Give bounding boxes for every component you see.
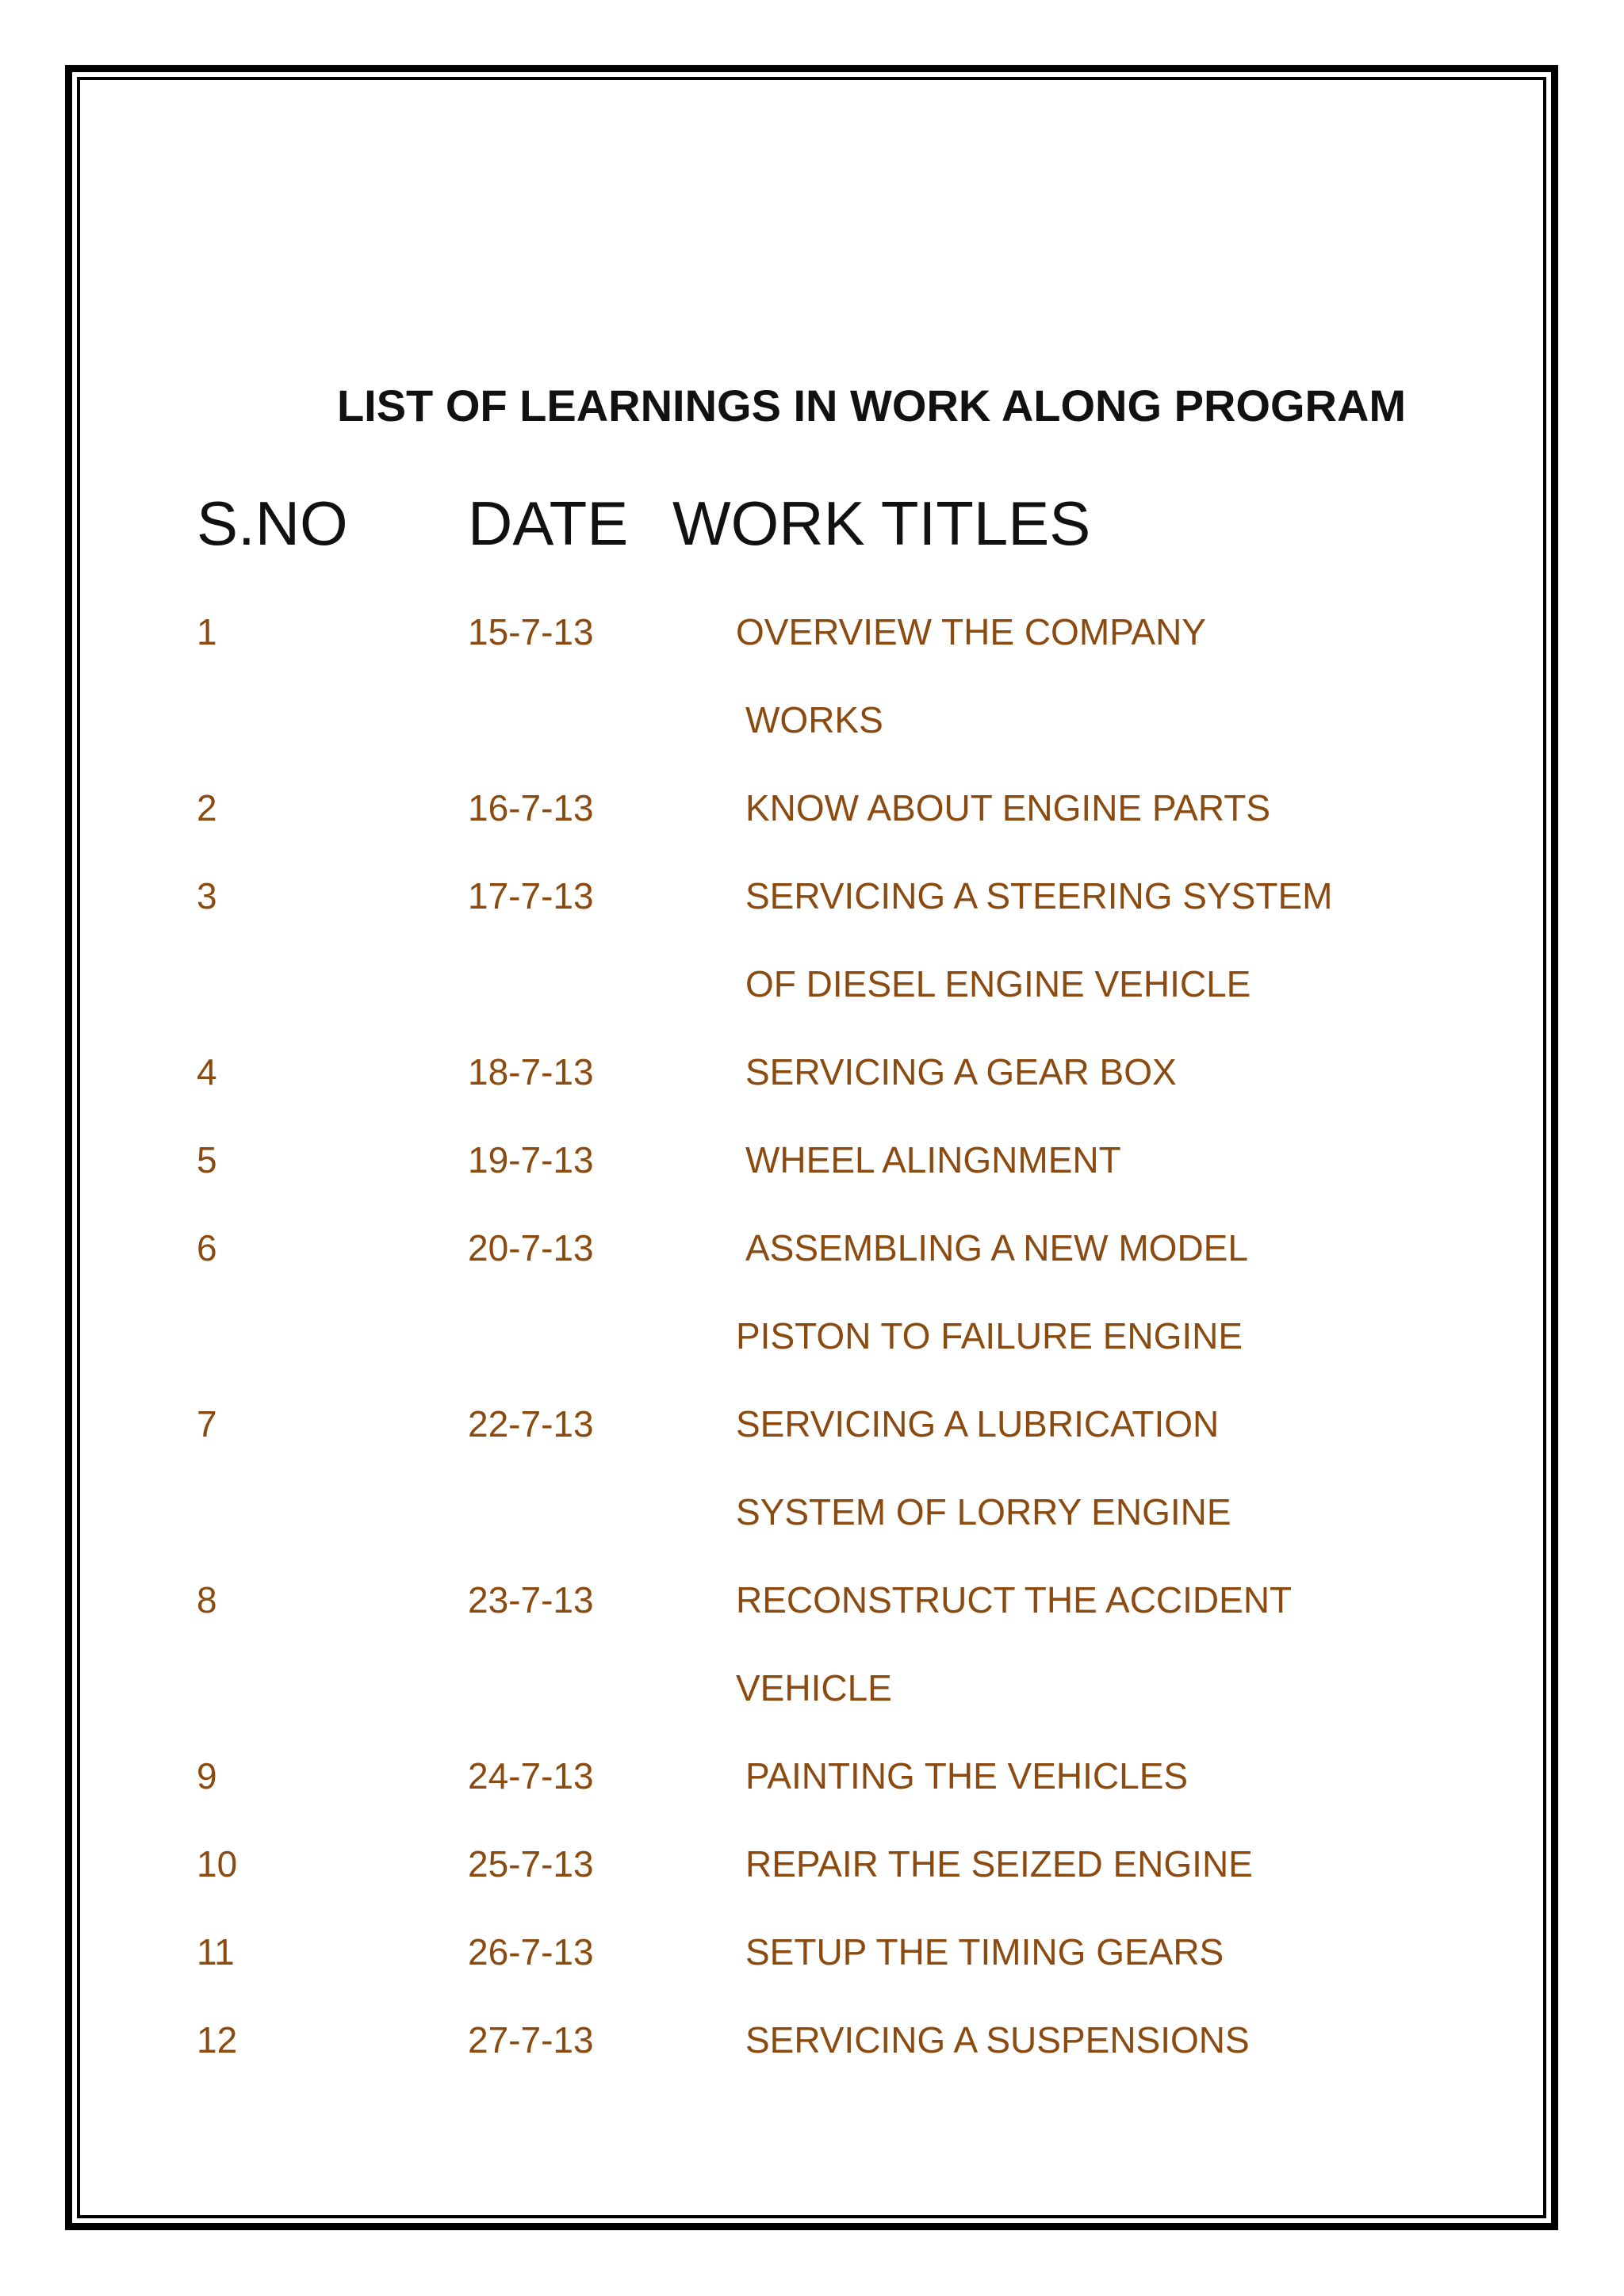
row-6-work-line-2: PISTON TO FAILURE ENGINE xyxy=(736,1315,1243,1357)
row-3-sno: 3 xyxy=(197,875,217,916)
row-3-work-line-2: OF DIESEL ENGINE VEHICLE xyxy=(745,963,1251,1004)
row-11-work-line-1: SETUP THE TIMING GEARS xyxy=(745,1931,1224,1973)
row-7-date: 22-7-13 xyxy=(468,1403,594,1445)
row-2-sno: 2 xyxy=(197,787,217,828)
row-8-sno: 8 xyxy=(197,1579,217,1621)
row-5-date: 19-7-13 xyxy=(468,1139,594,1181)
row-8-work-line-1: RECONSTRUCT THE ACCIDENT xyxy=(736,1579,1293,1621)
row-7-work-line-2: SYSTEM OF LORRY ENGINE xyxy=(736,1491,1231,1533)
row-3-date: 17-7-13 xyxy=(468,875,594,916)
column-header-work-titles: WORK TITLES xyxy=(672,488,1091,558)
document-title: LIST OF LEARNINGS IN WORK ALONG PROGRAM xyxy=(336,381,1407,430)
row-4-date: 18-7-13 xyxy=(468,1051,594,1093)
row-7-work-line-1: SERVICING A LUBRICATION xyxy=(736,1403,1220,1445)
row-10-sno: 10 xyxy=(197,1843,238,1885)
row-1-work-line-1: OVERVIEW THE COMPANY xyxy=(736,611,1206,652)
row-12-date: 27-7-13 xyxy=(468,2019,594,2061)
row-10-date: 25-7-13 xyxy=(468,1843,594,1885)
column-header-date: DATE xyxy=(468,488,629,558)
row-1-sno: 1 xyxy=(197,611,217,652)
row-11-date: 26-7-13 xyxy=(468,1931,594,1973)
row-4-sno: 4 xyxy=(197,1051,217,1093)
row-2-work-line-1: KNOW ABOUT ENGINE PARTS xyxy=(745,787,1271,828)
row-9-work-line-1: PAINTING THE VEHICLES xyxy=(745,1755,1189,1797)
row-11-sno: 11 xyxy=(197,1931,235,1973)
row-7-sno: 7 xyxy=(197,1403,217,1445)
row-1-work-line-2: WORKS xyxy=(745,699,883,740)
row-10-work-line-1: REPAIR THE SEIZED ENGINE xyxy=(745,1843,1253,1885)
row-9-sno: 9 xyxy=(197,1755,217,1797)
column-header-sno: S.NO xyxy=(197,488,348,558)
row-3-work-line-1: SERVICING A STEERING SYSTEM xyxy=(745,875,1333,916)
row-8-date: 23-7-13 xyxy=(468,1579,594,1621)
row-12-work-line-1: SERVICING A SUSPENSIONS xyxy=(745,2019,1250,2061)
row-6-date: 20-7-13 xyxy=(468,1227,594,1269)
row-8-work-line-2: VEHICLE xyxy=(736,1667,892,1709)
row-9-date: 24-7-13 xyxy=(468,1755,594,1797)
row-5-work-line-1: WHEEL ALINGNMENT xyxy=(745,1139,1121,1181)
row-4-work-line-1: SERVICING A GEAR BOX xyxy=(745,1051,1177,1093)
row-5-sno: 5 xyxy=(197,1139,217,1181)
row-12-sno: 12 xyxy=(197,2019,238,2061)
row-2-date: 16-7-13 xyxy=(468,787,594,828)
row-6-sno: 6 xyxy=(197,1227,217,1269)
row-1-date: 15-7-13 xyxy=(468,611,594,652)
row-6-work-line-1: ASSEMBLING A NEW MODEL xyxy=(745,1227,1248,1269)
